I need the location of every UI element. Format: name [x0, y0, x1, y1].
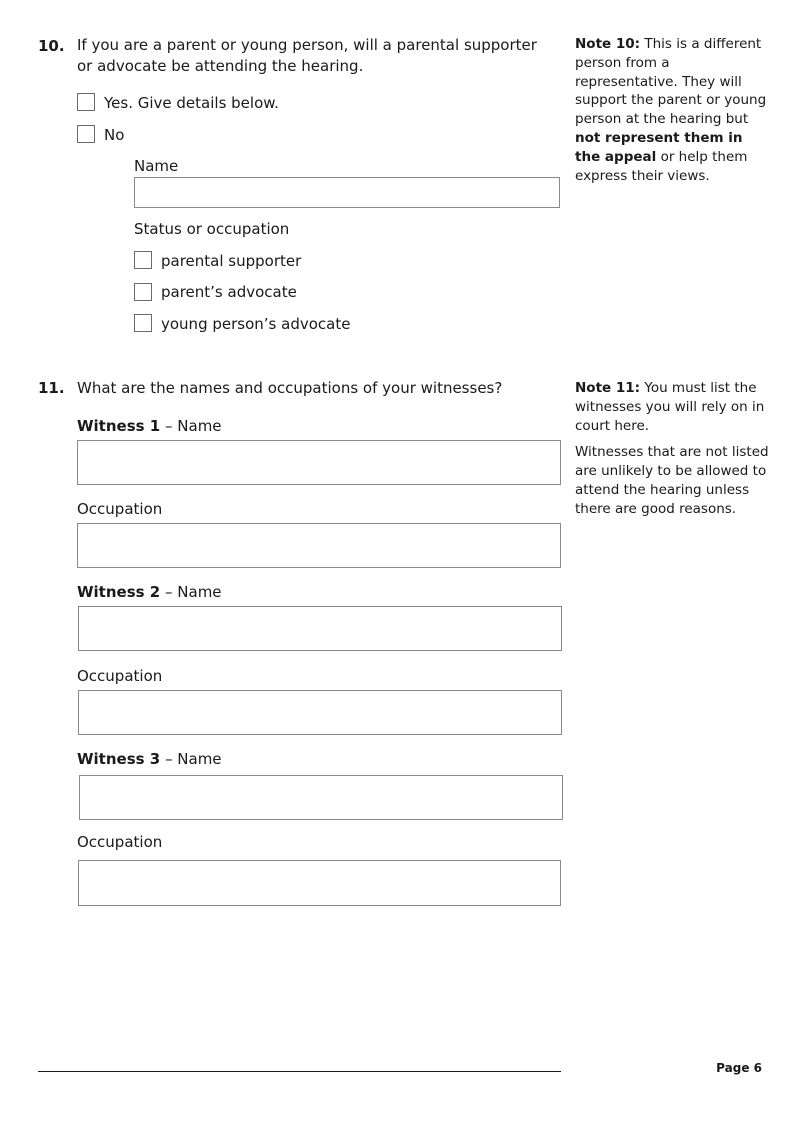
note-11-text-b: Witnesses that are not listed are unlikely to be allowed to attend the hearing unless there are good reasons. [575, 444, 769, 517]
page-number: Page 6 [716, 1061, 762, 1075]
supporter-name-input[interactable] [134, 177, 560, 208]
witness-1-occupation-input[interactable] [77, 523, 561, 568]
question-10-text: If you are a parent or young person, will a parental supporter or advocate be attending the hearing. [77, 36, 537, 75]
yes-label: Yes. Give details below. [104, 94, 279, 112]
status-label: Status or occupation [134, 220, 290, 238]
witness-3-occupation-label: Occupation [77, 833, 163, 851]
witness-2-occupation-label: Occupation [77, 667, 163, 685]
question-10-number: 10. [38, 37, 65, 55]
witness-3-occupation-input[interactable] [78, 860, 561, 906]
note-10-text-b: or help them express their views. [575, 148, 748, 184]
supporter-name-label: Name [134, 157, 179, 175]
young-persons-advocate-label: young person’s advocate [161, 315, 351, 333]
witness-2-name-label [77, 583, 222, 601]
note-11-title: Note 11: [575, 380, 641, 396]
witness-1-name-input[interactable] [77, 440, 561, 485]
note-10 [575, 35, 770, 193]
note-11 [575, 379, 770, 527]
yes-checkbox[interactable] [77, 93, 95, 111]
parental-supporter-label: parental supporter [161, 252, 302, 270]
note-10-title: Note 10: [575, 36, 641, 52]
parents-advocate-label: parent’s advocate [161, 283, 297, 301]
no-checkbox[interactable] [77, 125, 95, 143]
question-11-number: 11. [38, 379, 65, 397]
witness-2-label: Witness 2 [77, 583, 161, 601]
witness-1-occupation-label: Occupation [77, 500, 163, 518]
parental-supporter-checkbox[interactable] [134, 251, 152, 269]
question-11-text: What are the names and occupations of your witnesses? [77, 379, 503, 397]
witness-3-name-suffix: – Name [165, 750, 222, 768]
witness-1-name-suffix: – Name [165, 417, 222, 435]
witness-3-label: Witness 3 [77, 750, 161, 768]
note-10-text-a: This is a different person from a representative. They will support the parent or young person at the hearing but [575, 36, 767, 128]
parents-advocate-checkbox[interactable] [134, 283, 152, 301]
footer-divider [38, 1071, 561, 1072]
witness-3-name-label [77, 750, 222, 768]
note-10-emphasis: not represent them in the appeal [575, 129, 743, 165]
witness-3-name-input[interactable] [79, 775, 563, 820]
witness-1-label: Witness 1 [77, 417, 161, 435]
witness-2-name-suffix: – Name [165, 583, 222, 601]
note-11-text-a: You must list the witnesses you will rely on in court here. [575, 380, 765, 434]
witness-1-name-label [77, 417, 222, 435]
no-label: No [104, 126, 125, 144]
young-persons-advocate-checkbox[interactable] [134, 314, 152, 332]
witness-2-name-input[interactable] [78, 606, 562, 651]
witness-2-occupation-input[interactable] [78, 690, 562, 735]
